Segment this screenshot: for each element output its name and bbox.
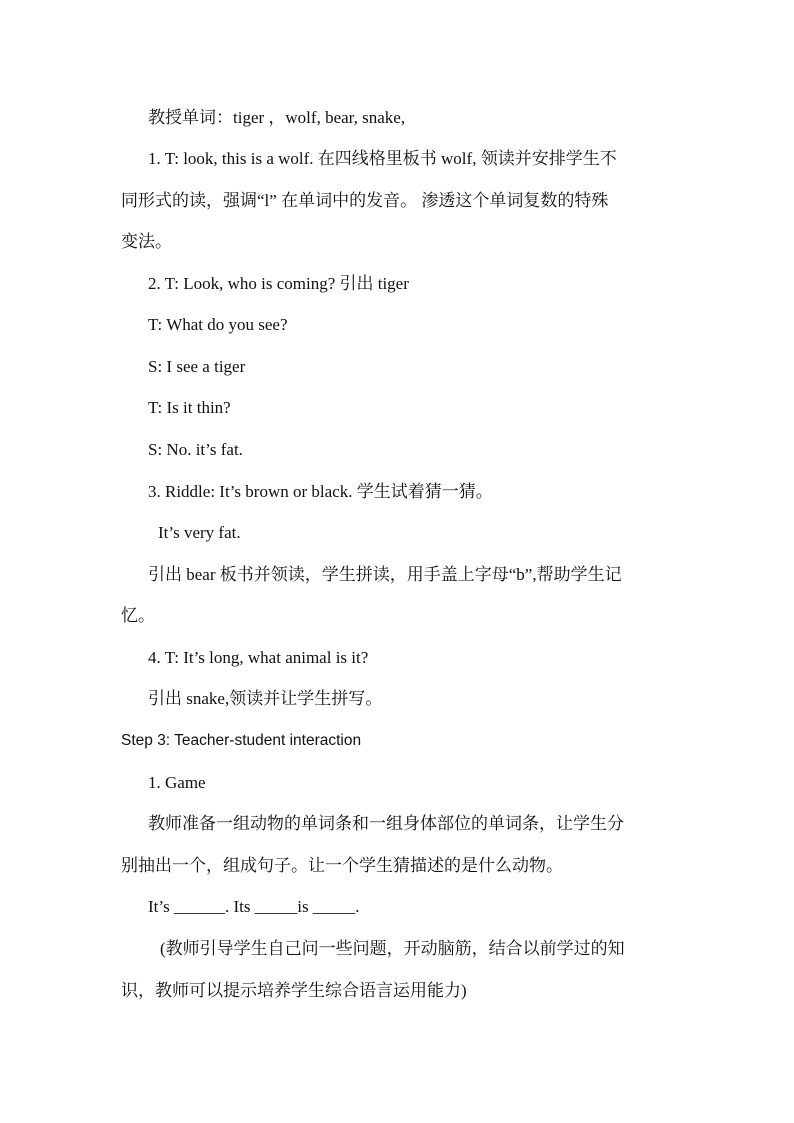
- dialogue-line-1: T: What do you see?: [148, 315, 288, 334]
- bear-line-2: 忆。: [121, 606, 155, 625]
- step-1-line-1: 1. T: look, this is a wolf. 在四线格里板书 wolf, 领读并安排学生不: [148, 149, 617, 168]
- step-1-line-3: 变法。: [121, 232, 172, 251]
- sentence-template: It’s ______. Its _____is _____.: [148, 897, 360, 916]
- riddle-line-1: 3. Riddle: It’s brown or black. 学生试着猜一猜。: [148, 482, 493, 501]
- dialogue-line-4: S: No. it’s fat.: [148, 440, 243, 459]
- riddle-line-2: It’s very fat.: [158, 523, 241, 542]
- snake-line: 引出 snake,领读并让学生拼写。: [148, 689, 383, 708]
- dialogue-line-3: T: Is it thin?: [148, 398, 231, 417]
- vocab-line: 教授单词：tiger ，wolf, bear, snake,: [148, 108, 406, 127]
- section-heading: Step 3: Teacher-student interaction: [121, 732, 362, 749]
- step-1-line-2: 同形式的读，强调“l” 在单词中的发音。 渗透这个单词复数的特殊: [121, 191, 609, 210]
- note-line-2: 识，教师可以提示培养学生综合语言运用能力): [121, 981, 467, 1000]
- bear-line-1: 引出 bear 板书并领读，学生拼读，用手盖上字母“b”,帮助学生记: [148, 565, 622, 584]
- note-line-1: (教师引导学生自己问一些问题，开动脑筋，结合以前学过的知: [160, 939, 625, 958]
- step-4-line: 4. T: It’s long, what animal is it?: [148, 648, 369, 667]
- game-title: 1. Game: [148, 773, 206, 792]
- game-desc-line-2: 别抽出一个，组成句子。让一个学生猜描述的是什么动物。: [121, 856, 563, 875]
- game-desc-line-1: 教师准备一组动物的单词条和一组身体部位的单词条，让学生分: [148, 814, 624, 833]
- step-2-line: 2. T: Look, who is coming? 引出 tiger: [148, 274, 409, 293]
- dialogue-line-2: S: I see a tiger: [148, 357, 246, 376]
